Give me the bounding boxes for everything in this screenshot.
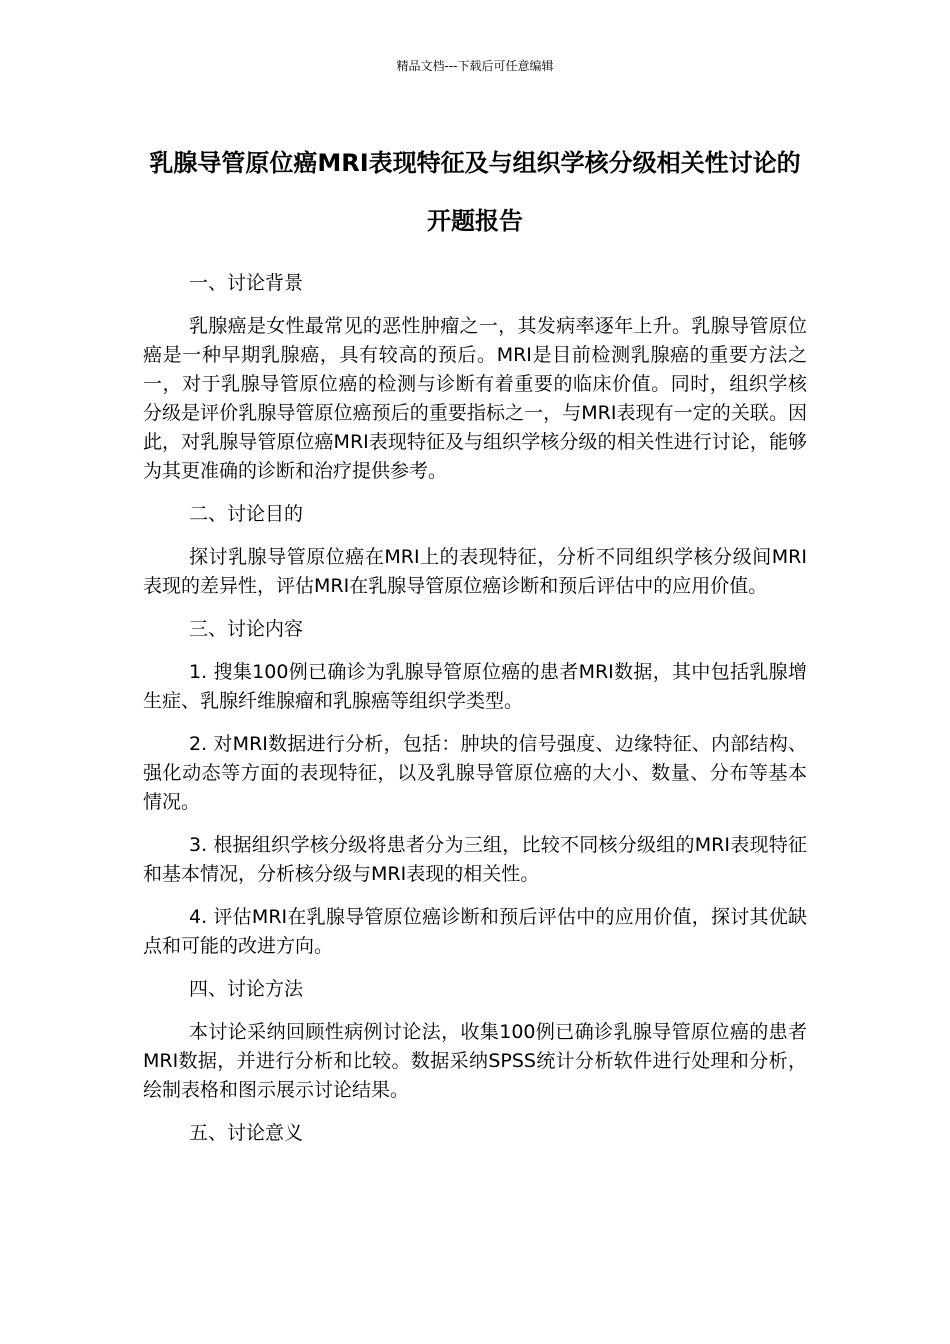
list-item: 4. 评估MRI在乳腺导管原位癌诊断和预后评估中的应用价值，探讨其优缺点和可能的改进方向。 <box>143 906 807 957</box>
list-item: 3. 根据组织学核分级将患者分为三组，比较不同核分级组的MRI表现特征和基本情况，分析核分级与MRI表现的相关性。 <box>143 834 807 885</box>
section-heading: 三、讨论内容 <box>189 618 304 640</box>
section-significance <box>143 1119 807 1148</box>
section-background <box>143 269 807 486</box>
list-item: 2. 对MRI数据进行分析，包括：肿块的信号强度、边缘特征、内部结构、强化动态等方面的表现特征，以及乳腺导管原位癌的大小、数量、分布等基本情况。 <box>143 733 807 813</box>
document-body <box>143 269 807 1162</box>
document-title: 乳腺导管原位癌MRI表现特征及与组织学核分级相关性讨论的开题报告 <box>149 149 801 235</box>
paragraph: 探讨乳腺导管原位癌在MRI上的表现特征，分析不同组织学核分级间MRI表现的差异性，评估MRI在乳腺导管原位癌诊断和预后评估中的应用价值。 <box>143 546 807 597</box>
list-item: 1. 搜集100例已确诊为乳腺导管原位癌的患者MRI数据，其中包括乳腺增生症、乳腺纤维腺瘤和乳腺癌等组织学类型。 <box>143 661 807 712</box>
section-purpose <box>143 500 807 601</box>
section-heading: 四、讨论方法 <box>189 978 304 1000</box>
section-method <box>143 975 807 1105</box>
section-heading: 二、讨论目的 <box>189 503 304 525</box>
paragraph: 乳腺癌是女性最常见的恶性肿瘤之一，其发病率逐年上升。乳腺导管原位癌是一种早期乳腺癌，具有较高的预后。MRI是目前检测乳腺癌的重要方法之一，对于乳腺导管原位癌的检测与诊断有着重要的临床价值。同时，组织学核分级是评价乳腺导管原位癌预后的重要指标之一，与MRI表现有一定的关联。因此，对乳腺导管原位癌MRI表现特征及与组织学核分级的相关性进行讨论，能够为其更准确的诊断和治疗提供参考。 <box>143 315 807 482</box>
paragraph: 本讨论采纳回顾性病例讨论法，收集100例已确诊乳腺导管原位癌的患者MRI数据，并进行分析和比较。数据采纳SPSS统计分析软件进行处理和分析，绘制表格和图示展示讨论结果。 <box>143 1021 807 1101</box>
section-heading: 五、讨论意义 <box>189 1122 304 1144</box>
section-heading: 一、讨论背景 <box>189 272 304 294</box>
section-content <box>143 615 807 961</box>
page-header-note: 精品文档---下载后可任意编辑 <box>396 59 554 73</box>
